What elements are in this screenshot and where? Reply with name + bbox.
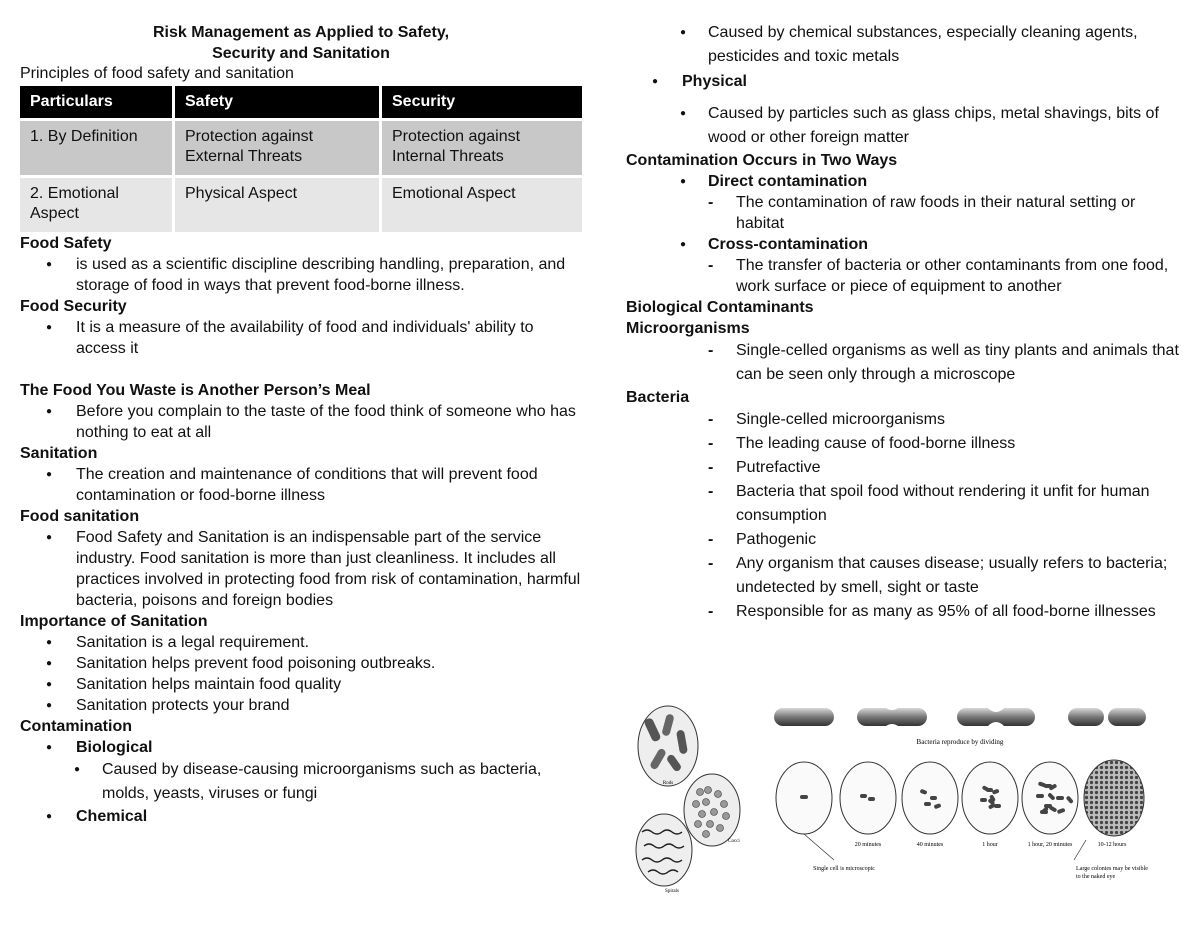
- microorganisms-text: - Single-celled organisms as well as tiny plants and animals that can be seen only through a microscope: [626, 339, 1186, 387]
- table-cell: 1. By Definition: [20, 120, 174, 177]
- list-item: - Pathogenic: [626, 528, 1186, 552]
- list-item: ● Sanitation helps maintain food quality: [20, 674, 582, 695]
- cross-label: ● Cross-contamination: [626, 234, 1186, 255]
- list-item: ● Sanitation protects your brand: [20, 695, 582, 716]
- time-label: 10-12 hours: [1097, 842, 1127, 848]
- direct-label: ● Direct contamination: [626, 171, 1186, 192]
- note-right-1: Large colonies may be visible: [1076, 866, 1148, 872]
- right-column: [626, 0, 1186, 624]
- food-safety-heading: Food Safety: [20, 235, 112, 252]
- list-item: - Bacteria that spoil food without rendering it unfit for human consumption: [626, 480, 1186, 528]
- header-safety: Safety: [174, 86, 381, 120]
- cocci-sample: [684, 774, 740, 846]
- list-item: - Any organism that causes disease; usually refers to bacteria; undetected by smell, sight or taste: [626, 552, 1186, 600]
- table-cell: Protection against External Threats: [174, 120, 381, 177]
- food-sanitation-heading: Food sanitation: [20, 508, 140, 525]
- table-cell: Physical Aspect: [174, 177, 381, 233]
- contamination-heading: Contamination: [20, 718, 132, 735]
- rods-label: Rods: [662, 781, 674, 786]
- list-item: - Responsible for as many as 95% of all food-borne illnesses: [626, 600, 1186, 624]
- list-item: ● Sanitation is a legal requirement.: [20, 632, 582, 653]
- time-label: 40 minutes: [916, 842, 944, 848]
- food-waste-heading: The Food You Waste is Another Person’s Meal: [20, 382, 371, 399]
- page-title: [20, 22, 582, 64]
- table-cell: Protection against Internal Threats: [381, 120, 583, 177]
- left-column: [20, 0, 582, 827]
- rods-sample: [638, 706, 698, 786]
- title-line-1: Risk Management as Applied to Safety,: [152, 24, 450, 41]
- subtitle: Principles of food safety and sanitation: [20, 65, 294, 82]
- figure-caption: Bacteria reproduce by dividing: [916, 738, 1004, 746]
- time-label: 20 minutes: [854, 842, 882, 848]
- list-item: ● Sanitation helps prevent food poisoning outbreaks.: [20, 653, 582, 674]
- food-sanitation-bullet: ● Food Safety and Sanitation is an indispensable part of the service industry. Food sanitation is more than just cleanliness. It includes all practices involved in protecting food from risk of contamination, harmful bacteria, poisons and foreign bodies: [20, 527, 582, 611]
- importance-heading: Importance of Sanitation: [20, 613, 208, 630]
- table-cell: Emotional Aspect: [381, 177, 583, 233]
- bacteria-heading: Bacteria: [626, 389, 690, 406]
- food-security-bullet: ● It is a measure of the availability of food and individuals' ability to access it: [20, 317, 582, 359]
- comparison-table: [20, 86, 582, 232]
- microorganisms-heading: Microorganisms: [626, 320, 750, 337]
- dish-6: [1084, 760, 1144, 836]
- sanitation-bullet: ● The creation and maintenance of conditions that will prevent food contamination or food-borne illness: [20, 464, 582, 506]
- direct-text: - The contamination of raw foods in their natural setting or habitat: [626, 192, 1186, 234]
- spirals-sample: [636, 814, 692, 894]
- dish-2: [840, 762, 896, 834]
- note-left: Single cell is microscopic: [813, 866, 875, 872]
- header-particulars: Particulars: [20, 86, 174, 120]
- two-ways-heading: Contamination Occurs in Two Ways: [626, 152, 898, 169]
- time-label: 1 hour: [982, 842, 998, 848]
- physical-text: ● Caused by particles such as glass chips, metal shavings, bits of wood or other foreign matter: [626, 102, 1186, 150]
- table-row: [20, 177, 582, 233]
- biological-text: ● Caused by disease-causing microorganisms such as bacteria, molds, yeasts, viruses or fungi: [20, 758, 582, 806]
- table-cell: 2. Emotional Aspect: [20, 177, 174, 233]
- table-header: [20, 86, 582, 120]
- dividing-sequence: [774, 708, 1146, 726]
- biological-label: ● Biological: [20, 737, 582, 758]
- physical-label: ● Physical: [626, 71, 1186, 92]
- food-security-heading: Food Security: [20, 298, 127, 315]
- title-line-2: Security and Sanitation: [212, 45, 390, 62]
- cross-text: - The transfer of bacteria or other contaminants from one food, work surface or piece of equipment to another: [626, 255, 1186, 297]
- header-security: Security: [381, 86, 583, 120]
- sanitation-heading: Sanitation: [20, 445, 98, 462]
- food-waste-bullet: ● Before you complain to the taste of the food think of someone who has nothing to eat at all: [20, 401, 582, 443]
- chemical-label: ● Chemical: [20, 806, 582, 827]
- table-row: [20, 120, 582, 177]
- list-item: - The leading cause of food-borne illness: [626, 432, 1186, 456]
- spirals-label: Spirals: [665, 889, 679, 894]
- bacteria-illustration: [634, 700, 1148, 898]
- bio-contaminants-heading: Biological Contaminants: [626, 299, 814, 316]
- cocci-label: Cocci: [728, 839, 740, 844]
- time-label: 1 hour, 20 minutes: [1027, 842, 1073, 848]
- food-safety-bullet: ● is used as a scientific discipline describing handling, preparation, and storage of food in ways that prevent food-borne illness.: [20, 254, 582, 296]
- note-right-2: to the naked eye: [1076, 874, 1116, 880]
- chemical-text: ● Caused by chemical substances, especially cleaning agents, pesticides and toxic metals: [626, 21, 1186, 69]
- list-item: - Single-celled microorganisms: [626, 408, 1186, 432]
- list-item: - Putrefactive: [626, 456, 1186, 480]
